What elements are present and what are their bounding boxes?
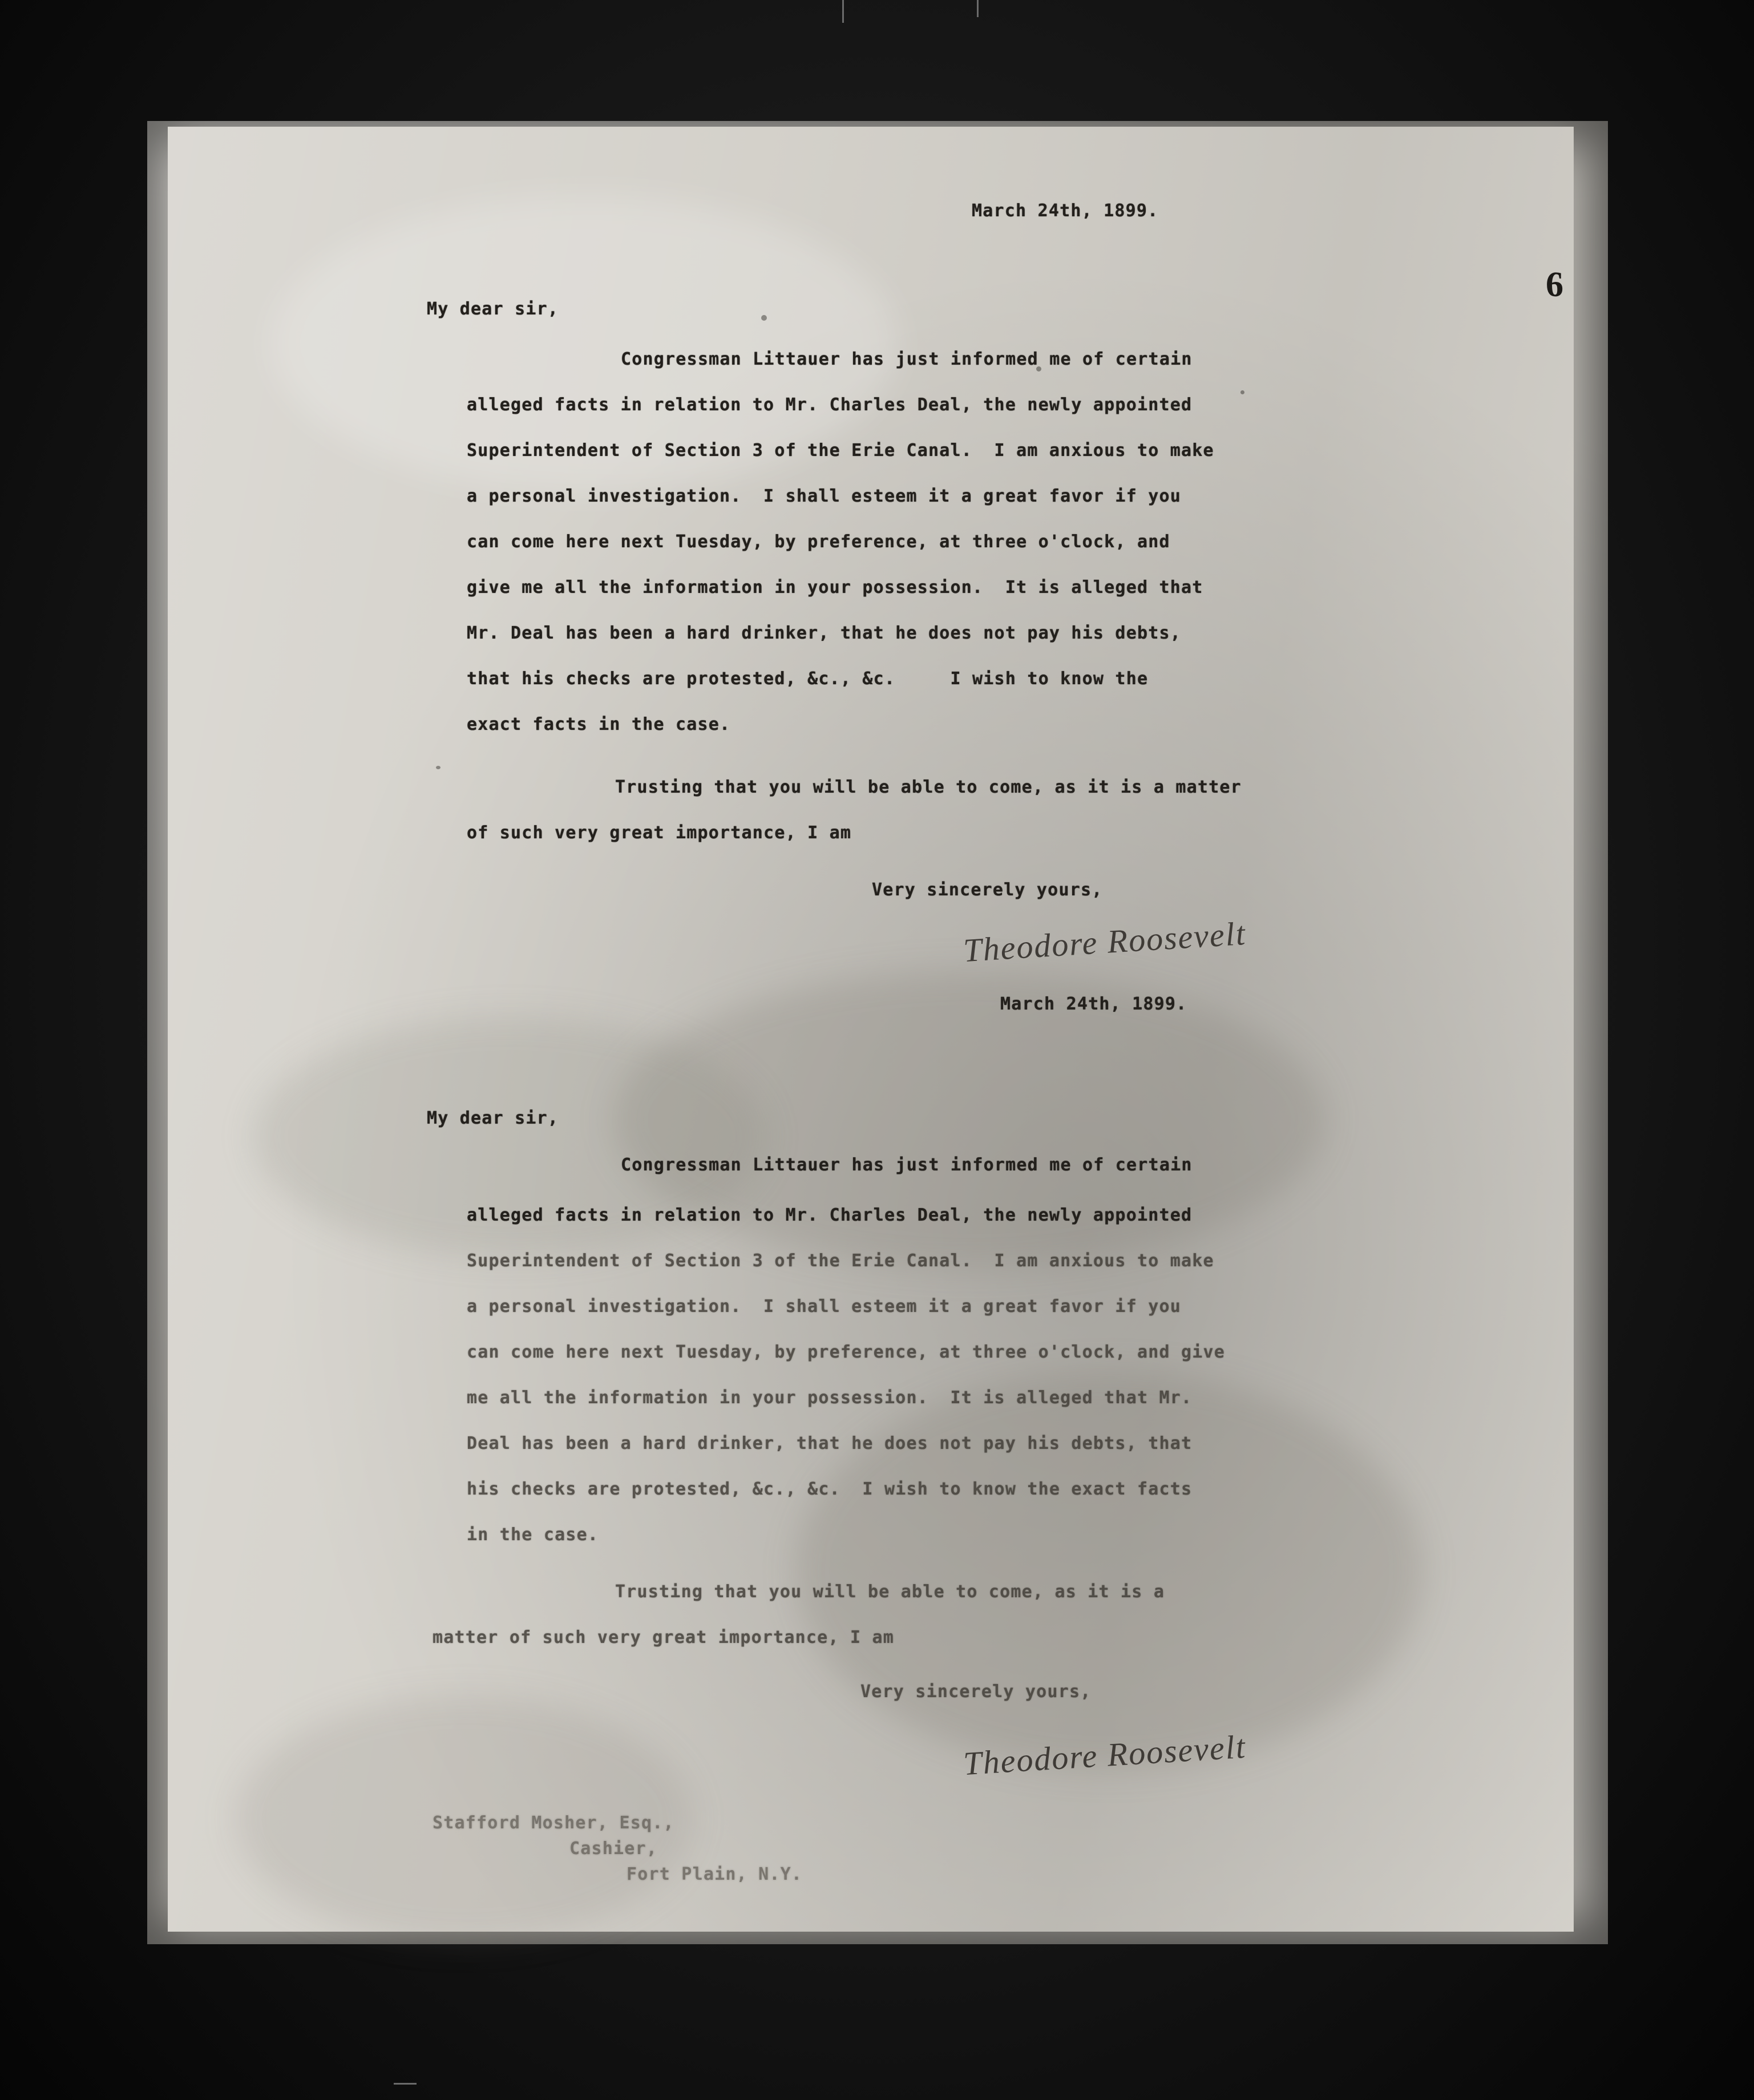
- letter-top-body-line: that his checks are protested, &c., &c. I wish to know the: [467, 669, 1149, 689]
- letter-bottom-body-line: a personal investigation. I shall esteem it a great favor if you: [467, 1297, 1181, 1316]
- dust-speck: [1240, 390, 1244, 394]
- letter-top-body-line: a personal investigation. I shall esteem it a great favor if you: [467, 486, 1181, 506]
- letter-top-valediction: Very sincerely yours,: [872, 880, 1103, 900]
- letter-bottom-closing-line: matter of such very great importance, I am: [433, 1628, 894, 1647]
- stain-blotch: [795, 1371, 1423, 1770]
- letter-top-body-line: Superintendent of Section 3 of the Erie Canal. I am anxious to make: [467, 441, 1214, 461]
- letter-bottom-body-line: Deal has been a hard drinker, that he does not pay his debts, that: [467, 1433, 1193, 1453]
- letter-top-body-line: Mr. Deal has been a hard drinker, that he does not pay his debts,: [467, 623, 1181, 643]
- letter-top-body-line: Congressman Littauer has just informed me of certain: [621, 349, 1193, 369]
- registration-mark-right: [977, 0, 979, 17]
- letter-top-closing-line: of such very great importance, I am: [467, 823, 852, 843]
- letter-bottom-closing-line: Trusting that you will be able to come, as it is a: [615, 1582, 1165, 1602]
- letter-bottom-body-line: alleged facts in relation to Mr. Charles Deal, the newly appointed: [467, 1205, 1193, 1225]
- letter-bottom-body-line: Congressman Littauer has just informed me of certain: [621, 1155, 1193, 1175]
- letter-top-date: March 24th, 1899.: [972, 201, 1159, 221]
- document-page: [147, 121, 1608, 1944]
- letter-top-body-line: alleged facts in relation to Mr. Charles Deal, the newly appointed: [467, 395, 1193, 415]
- letter-bottom-body-line: can come here next Tuesday, by preference, at three o'clock, and give: [467, 1342, 1226, 1362]
- letter-top-signature: Theodore Roosevelt: [962, 914, 1247, 970]
- registration-mark-left: [842, 0, 844, 23]
- letter-bottom-body-line: me all the information in your possession. It is alleged that Mr.: [467, 1388, 1193, 1408]
- page-number: 6: [1546, 265, 1563, 304]
- letter-top-salutation: My dear sir,: [427, 299, 559, 319]
- letter-bottom-date: March 24th, 1899.: [1000, 994, 1187, 1014]
- dust-speck: [761, 315, 767, 321]
- addressee-line: Cashier,: [569, 1839, 658, 1859]
- dust-speck: [436, 766, 440, 769]
- letter-bottom-signature: Theodore Roosevelt: [962, 1727, 1247, 1783]
- letter-top-body-line: give me all the information in your possession. It is alleged that: [467, 578, 1203, 597]
- letter-bottom-body-line: his checks are protested, &c., &c. I wish to know the exact facts: [467, 1479, 1193, 1499]
- letter-bottom-body-line: Superintendent of Section 3 of the Erie Canal. I am anxious to make: [467, 1251, 1214, 1271]
- letter-top-body-line: can come here next Tuesday, by preference, at three o'clock, and: [467, 532, 1170, 552]
- addressee-line: Stafford Mosher, Esq.,: [433, 1813, 674, 1833]
- addressee-line: Fort Plain, N.Y.: [627, 1864, 803, 1884]
- letter-top-closing-line: Trusting that you will be able to come, as it is a matter: [615, 777, 1242, 797]
- letter-bottom-salutation: My dear sir,: [427, 1108, 559, 1128]
- letter-bottom-body-line: in the case.: [467, 1525, 599, 1545]
- registration-mark-bottom: [394, 2083, 417, 2085]
- letter-top-body-line: exact facts in the case.: [467, 714, 731, 734]
- letter-bottom-valediction: Very sincerely yours,: [860, 1682, 1092, 1702]
